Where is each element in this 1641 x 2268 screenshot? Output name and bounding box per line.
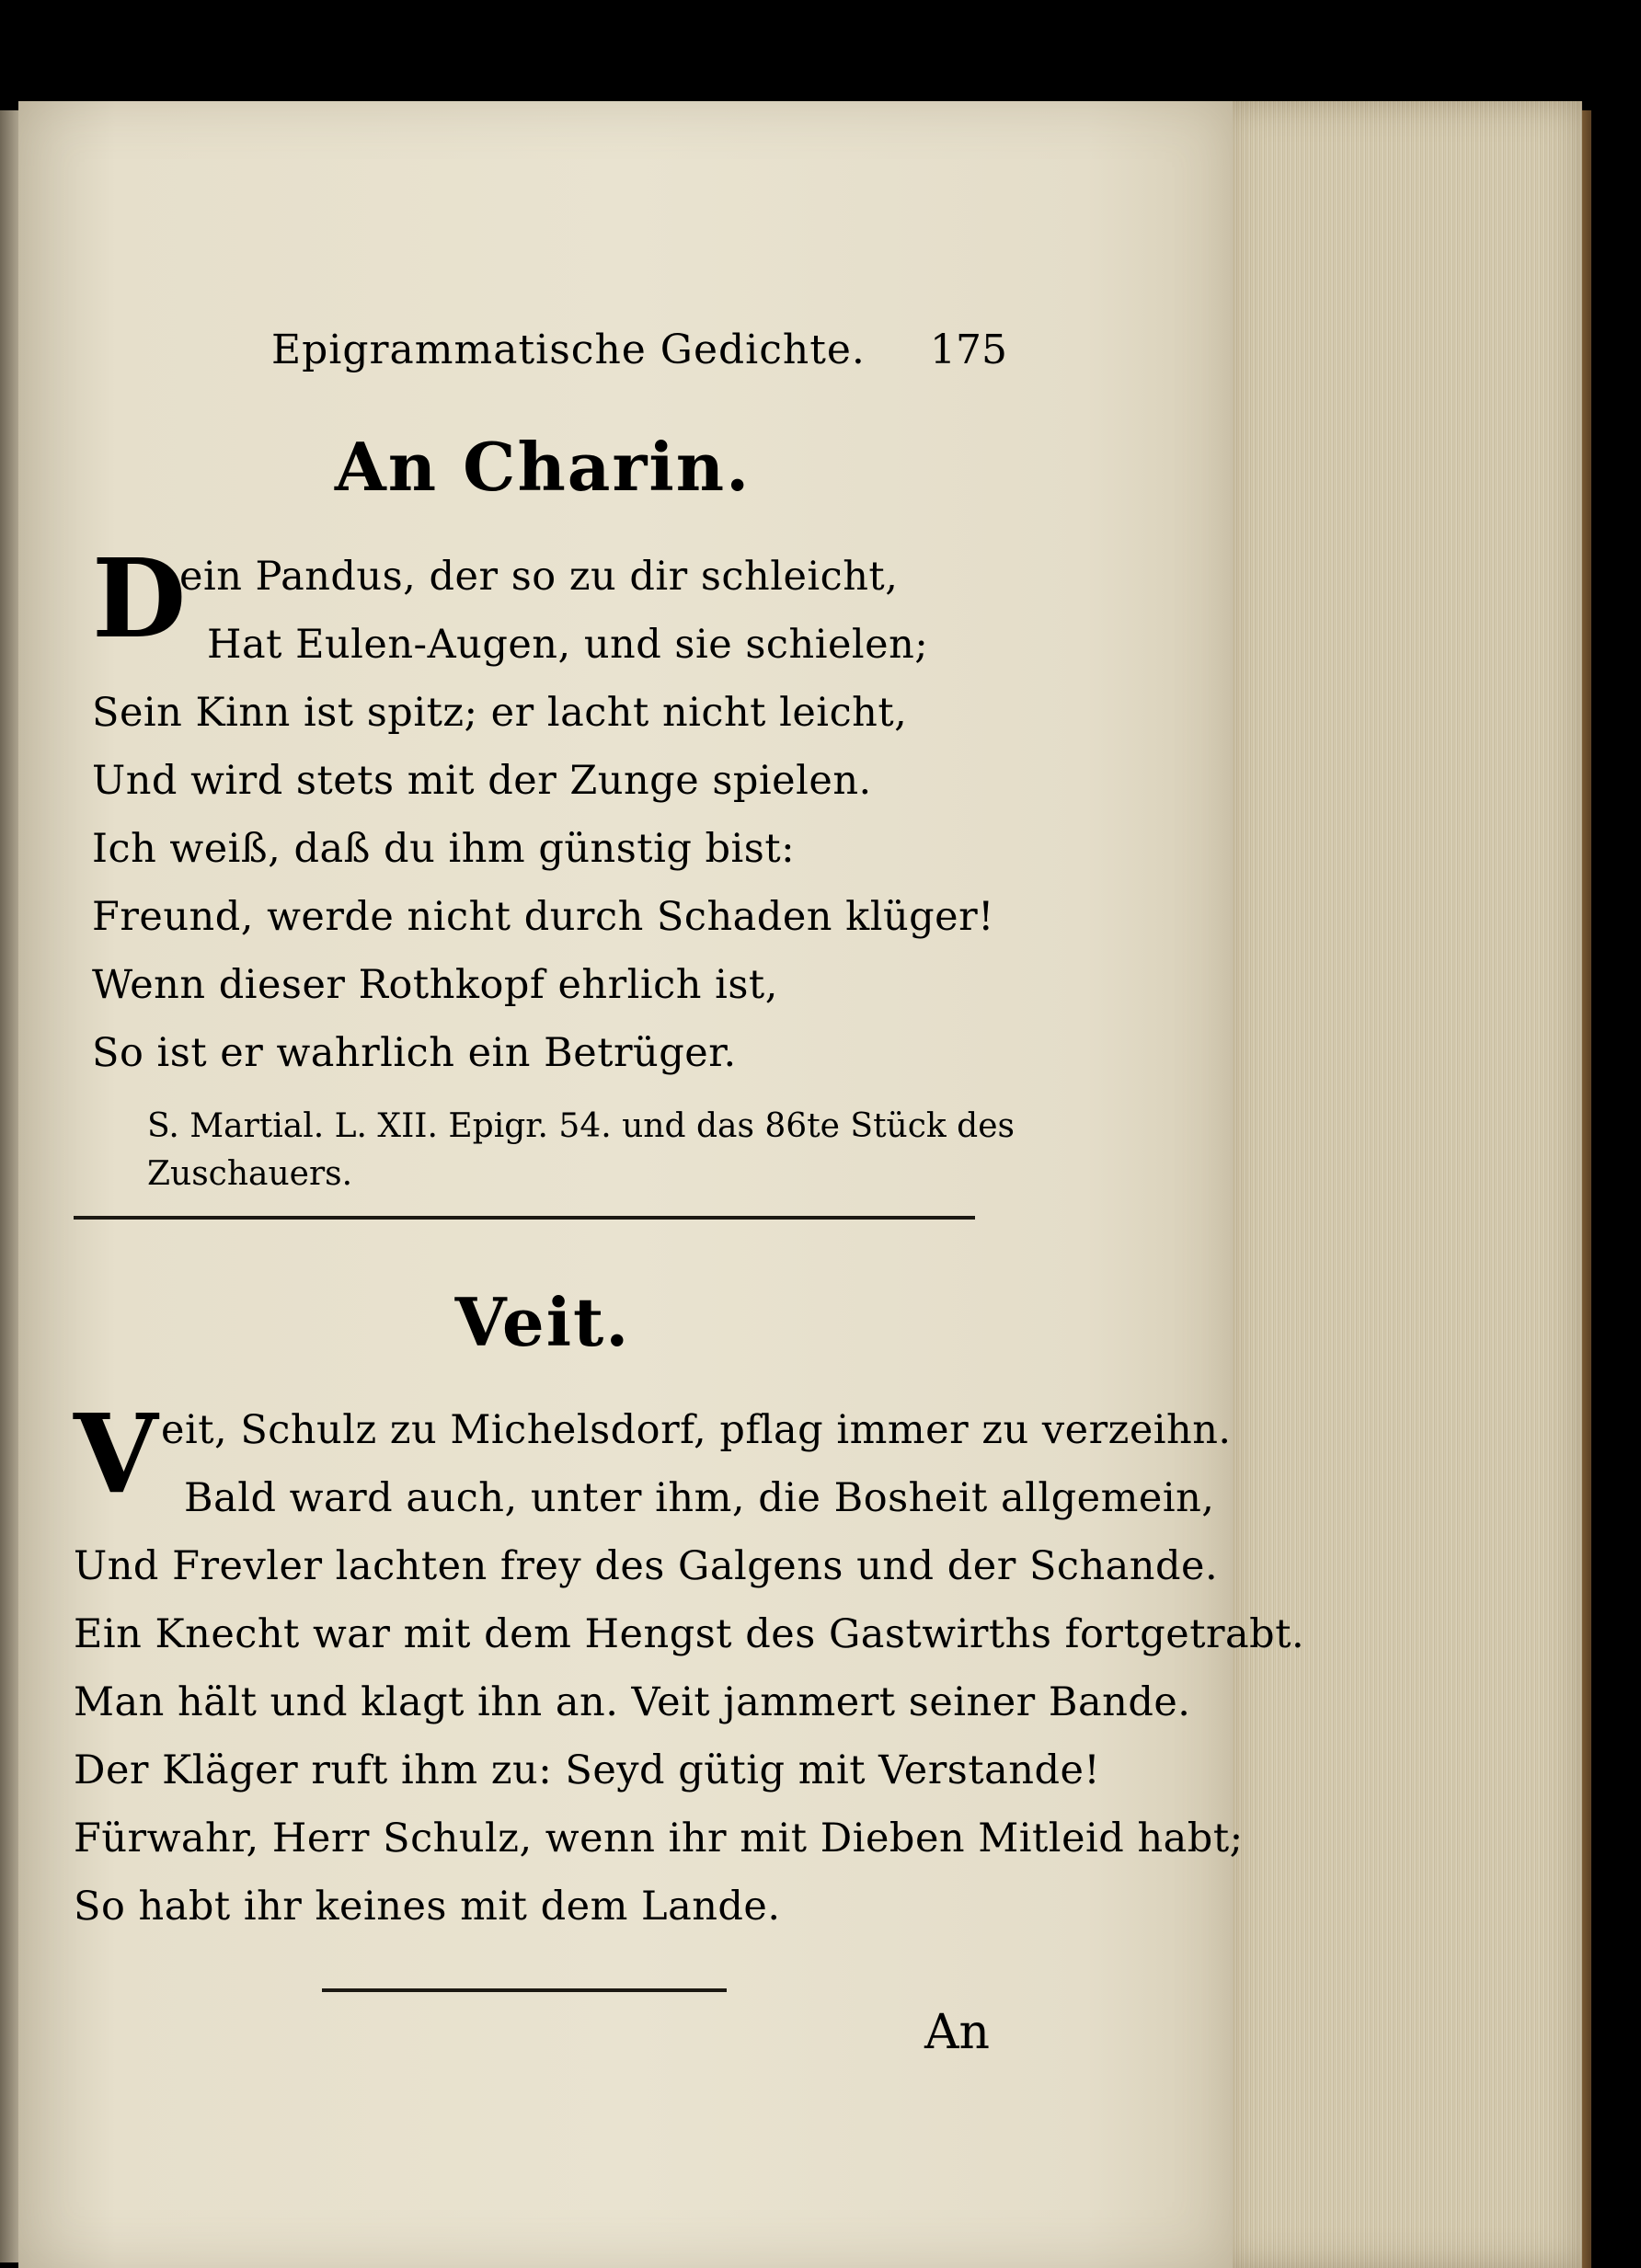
- running-head: [198, 326, 1007, 391]
- page-block-edges: [1223, 101, 1582, 2268]
- poem1-line-3: Sein Kinn ist spitz; er lacht nicht leicht,: [92, 690, 908, 736]
- section-divider: [74, 1216, 975, 1220]
- poem2-line-4: Ein Knecht war mit dem Hengst des Gastwirths fortgetrabt.: [74, 1611, 1305, 1657]
- book-page: [18, 101, 1305, 2268]
- poem1-line-7: Wenn dieser Rothkopf ehrlich ist,: [92, 962, 778, 1008]
- page-number: 175: [930, 326, 1007, 373]
- poem-title-an-charin: An Charin.: [334, 428, 752, 506]
- poem1-line-6: Freund, werde nicht durch Schaden klüger!: [92, 894, 994, 940]
- poem1-line-2: Hat Eulen-Augen, und sie schielen;: [207, 622, 929, 668]
- end-ornament-rule: [322, 1988, 727, 1992]
- poem1-line-4: Und wird stets mit der Zunge spielen.: [92, 758, 872, 804]
- poem2-line-2: Bald ward auch, unter ihm, die Bosheit allgemein,: [184, 1475, 1215, 1521]
- source-note-line-1: S. Martial. L. XII. Epigr. 54. und das 86te Stück des: [147, 1107, 1015, 1145]
- poem1-line-8: So ist er wahrlich ein Betrüger.: [92, 1030, 737, 1076]
- poem2-line-7: Fürwahr, Herr Schulz, wenn ihr mit Dieben Mitleid habt;: [74, 1816, 1244, 1861]
- poem1-line-1: ein Pandus, der so zu dir schleicht,: [179, 554, 899, 600]
- running-title: Epigrammatische Gedichte.: [271, 326, 866, 373]
- poem2-line-1: eit, Schulz zu Michelsdorf, pflag immer zu verzeihn.: [161, 1407, 1232, 1453]
- poem2-line-5: Man hält und klagt ihn an. Veit jammert seiner Bande.: [74, 1679, 1191, 1725]
- catchword: An: [924, 2005, 991, 2060]
- poem1-line-5: Ich weiß, daß du ihm günstig bist:: [92, 826, 796, 872]
- poem2-line-3: Und Frevler lachten frey des Galgens und der Schande.: [74, 1543, 1219, 1589]
- dropcap-d: D: [92, 534, 187, 662]
- poem-title-veit: Veit.: [454, 1283, 631, 1361]
- dropcap-v: V: [74, 1390, 158, 1518]
- poem2-line-6: Der Kläger ruft ihm zu: Seyd gütig mit Verstande!: [74, 1747, 1101, 1793]
- source-note-line-2: Zuschauers.: [147, 1155, 353, 1193]
- poem2-line-8: So habt ihr keines mit dem Lande.: [74, 1884, 781, 1930]
